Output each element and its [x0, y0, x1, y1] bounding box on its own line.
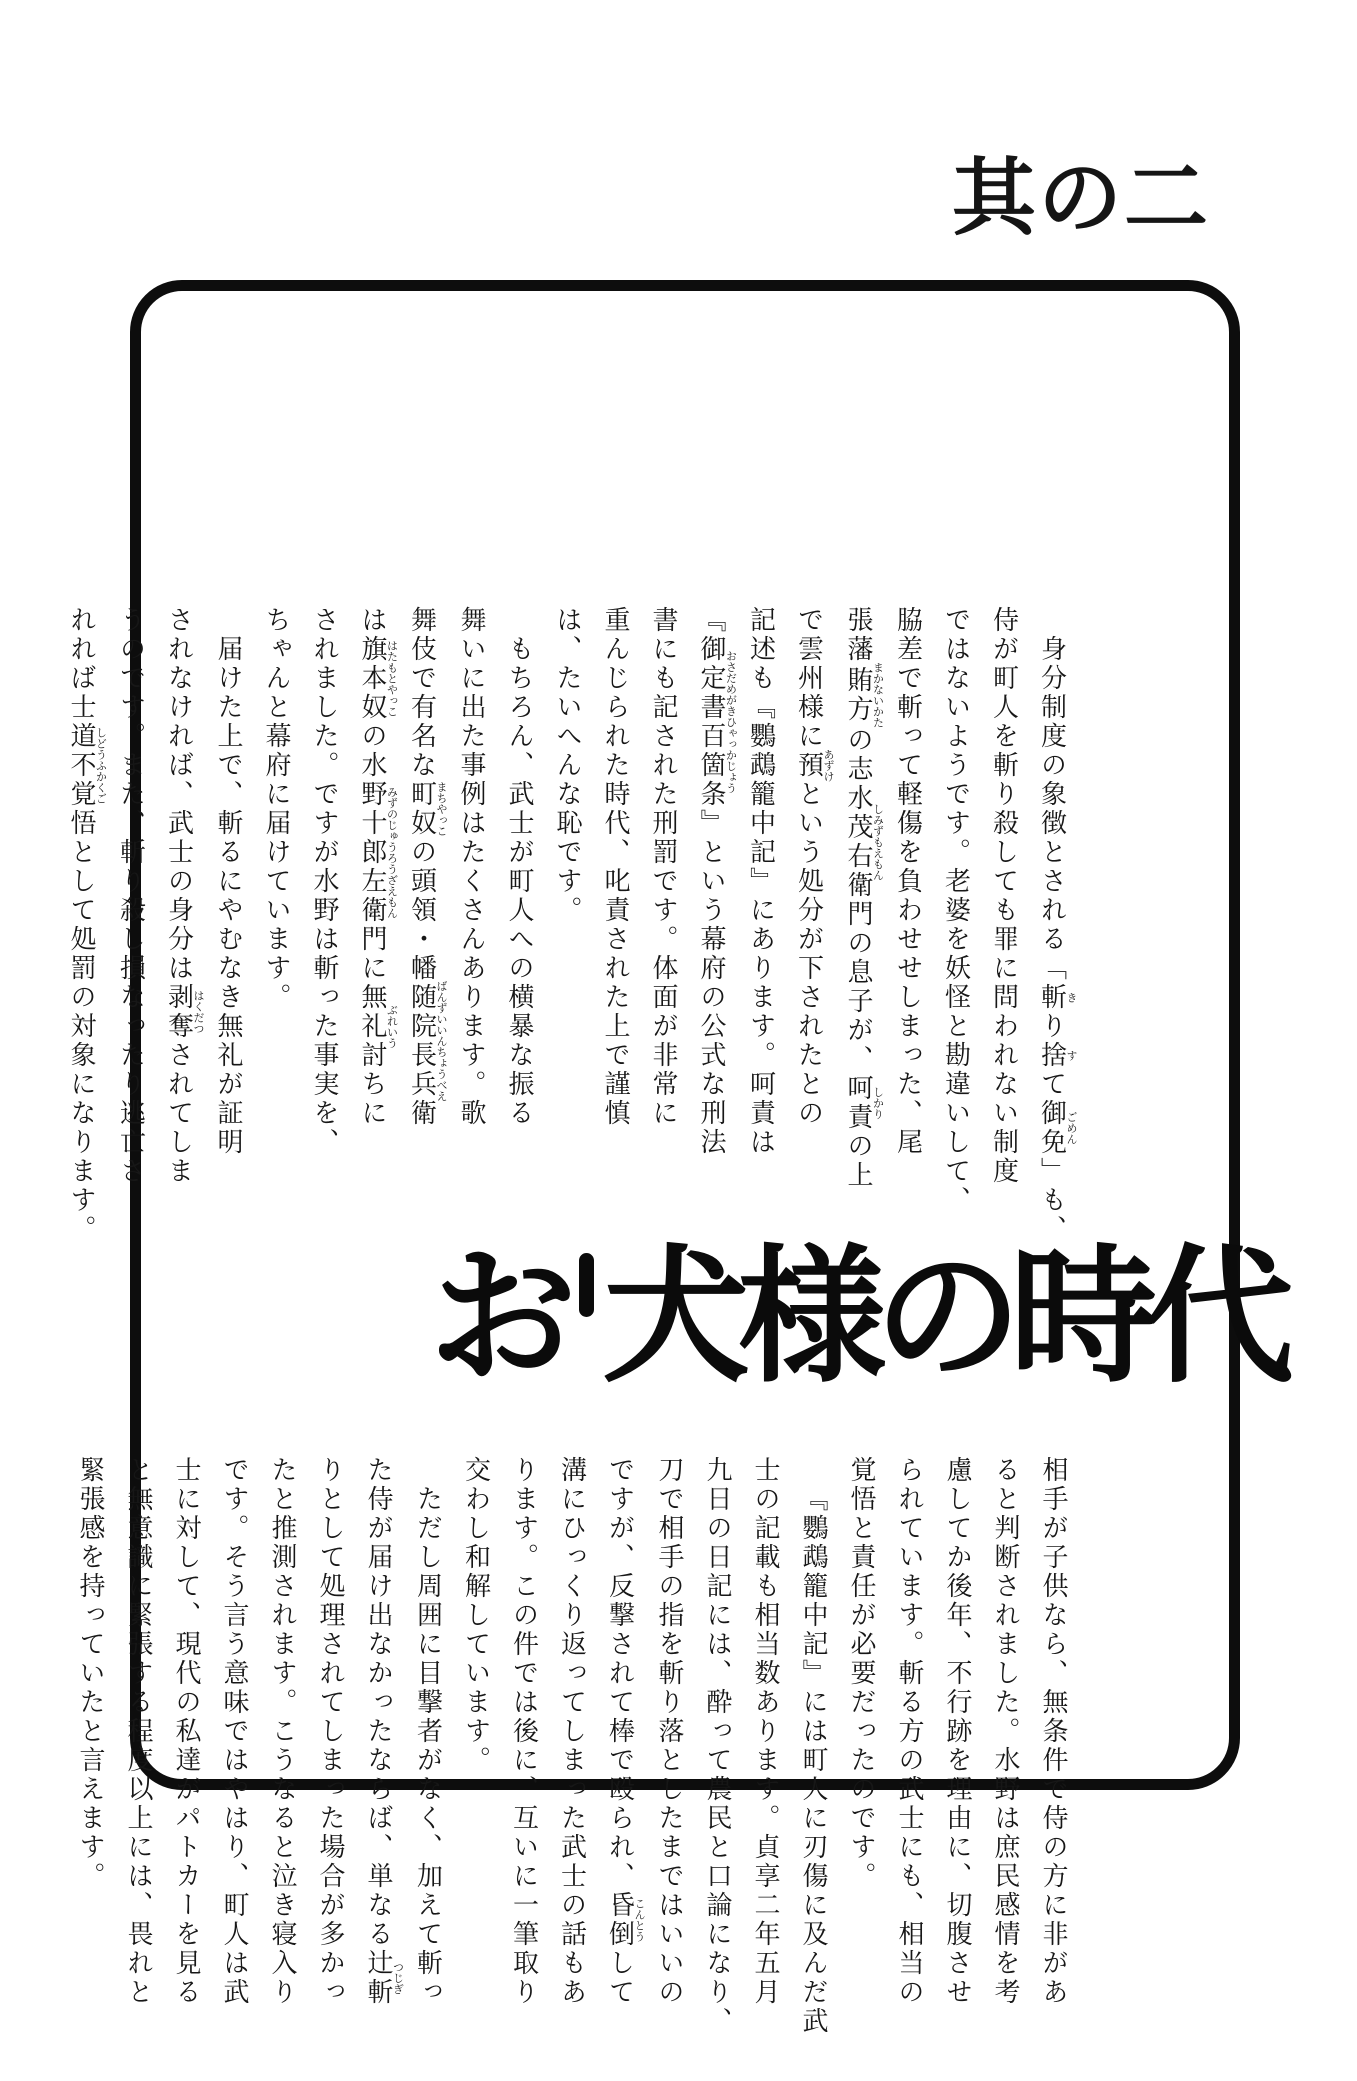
text-column: です。そう言う意味ではやはり、町人は武 — [220, 1456, 249, 2007]
text-column: ですが、反撃されて棒で殴られ、昏倒こんとうして — [605, 1456, 645, 2007]
text-column: 書にも記された刑罰です。体面が非常に — [649, 606, 678, 1128]
ruby-annotated-word: 昏倒こんとう — [605, 1891, 645, 1949]
text-column: 身分制度の象徴とされる「斬きり捨すて御免ごめん」も、 — [1037, 635, 1077, 1244]
text-column: うのです。また、斬り殺し損なったり逃亡さ — [116, 606, 146, 1186]
text-column: 届けた上で、斬るにやむなき無礼が証明 — [214, 635, 243, 1157]
ruby-annotated-word: 剥奪はくだつ — [164, 983, 204, 1041]
ruby-annotated-word: 御免ごめん — [1037, 1099, 1077, 1157]
text-column: されました。ですが水野は斬った事実を、 — [310, 606, 339, 1157]
text-column: 記述も『鸚鵡籠中記』にあります。呵責は — [746, 606, 776, 1157]
text-column: 『鸚鵡籠中記』には町人に刃傷に及んだ武 — [799, 1485, 828, 2036]
text-column: もちろん、武士が町人への横暴な振る — [505, 635, 534, 1128]
ruby-annotated-word: 捨す — [1037, 1041, 1077, 1070]
text-column: 張藩賄方まかないかたの志水茂右衛門しみずもえもんの息子が、呵責しかりの上 — [844, 606, 884, 1190]
text-column: されなければ、武士の身分は剥奪はくだつされてしま — [164, 606, 204, 1186]
text-column: 溝にひっくり返ってしまった武士の話もあ — [557, 1456, 587, 2007]
text-column: は、たいへんな恥です。 — [553, 606, 582, 925]
ruby-annotated-word: 賄方まかないかた — [844, 662, 884, 728]
ruby-annotated-word: 呵責しかり — [844, 1074, 884, 1132]
text-column: 舞伎で有名な町奴まちやっこの頭領・幡随院長兵衛ばんずいいんちょうべえ — [407, 606, 447, 1128]
text-column: 侍が町人を斬り殺しても罪に問われない制度 — [989, 606, 1019, 1186]
text-column: 士の記載も相当数あります。貞享二年五月 — [751, 1456, 780, 2007]
page-title: 其の二 — [951, 153, 1210, 246]
ruby-annotated-word: 町奴まちやっこ — [407, 780, 447, 838]
ruby-annotated-word: 斬き — [1037, 983, 1077, 1012]
text-column: 緊張感を持っていたと言えます。 — [76, 1456, 105, 1891]
text-column: 刀で相手の指を斬り落としたまではいいの — [655, 1456, 684, 2007]
text-column: 脇差で斬って軽傷を負わせせしまった、尾 — [893, 606, 923, 1157]
text-column: られています。斬る方の武士にも、相当の — [895, 1456, 924, 2007]
ruby-annotated-word: 御定書百箇条おさだめがきひゃっかじょう — [697, 635, 737, 809]
top-text-block — [57, 606, 1077, 1266]
headline-text-rest: 犬様の時代 — [602, 1235, 1282, 1400]
text-column: 相手が子供なら、無条件で侍の方に非があ — [1039, 1456, 1068, 2007]
text-column: 九日の日記には、酔って農民と口論になり、 — [703, 1456, 732, 2036]
headline-vertical-stroke — [579, 1253, 594, 1317]
ruby-annotated-word: 水野十郎左衛門みずのじゅうろうざえもん — [358, 751, 398, 954]
text-column: は旗本奴はたもとやっこの水野十郎左衛門みずのじゅうろうざえもんに無礼討ぶれいうちに — [358, 606, 398, 1128]
text-column: れれば士道不覚悟しどうふかくごとして処罰の対象になります。 — [67, 606, 107, 1244]
text-column: りとして処理されてしまった場合が多かっ — [316, 1456, 345, 2007]
text-column: ると判断されました。水野は庶民感情を考 — [991, 1456, 1020, 2007]
ruby-annotated-word: 辻斬つじぎ — [364, 1949, 404, 2007]
text-column: ではないようです。老婆を妖怪と勘違いして、 — [941, 606, 971, 1215]
ruby-annotated-word: 旗本奴はたもとやっこ — [358, 635, 398, 722]
text-column: 舞いに出た事例はたくさんあります。歌 — [457, 606, 486, 1128]
text-column: ただし周囲に目撃者がなく、加えて斬っ — [413, 1485, 443, 2007]
text-column: 交わし和解しています。 — [461, 1456, 491, 1775]
text-column: と無意識に緊張する程度以上には、畏れと — [124, 1456, 153, 2007]
ruby-annotated-word: 無礼討ぶれいう — [358, 983, 398, 1070]
bottom-text-block — [66, 1456, 1077, 2081]
ruby-annotated-word: 幡随院長兵衛ばんずいいんちょうべえ — [407, 954, 447, 1128]
text-column: た侍が届け出なかったならば、単なる辻斬つじぎ — [364, 1456, 404, 2007]
ruby-annotated-word: 士道不覚悟しどうふかくご — [67, 693, 107, 838]
text-column: 重んじられた時代、叱責された上で謹慎 — [601, 606, 630, 1128]
text-column: 慮してか後年、不行跡を理由に、切腹させ — [943, 1456, 972, 2007]
text-column: ります。この件では後に、互いに一筆取り — [509, 1456, 539, 2007]
headline — [429, 1235, 1282, 1403]
text-column: 『御定書百箇条おさだめがきひゃっかじょう』という幕府の公式な刑法 — [697, 606, 737, 1157]
text-column: で雲州様に預あずけという処分が下されたとの — [794, 606, 834, 1128]
ruby-annotated-word: 預あずけ — [794, 749, 834, 782]
content-box — [67, 280, 1282, 2036]
text-column: ちゃんと幕府に届けています。 — [262, 606, 291, 1012]
text-column: たと推測されます。こうなると泣き寝入り — [268, 1456, 297, 2007]
headline-text-lead: お — [429, 1235, 565, 1400]
ruby-annotated-word: 志水茂右衛門しみずもえもん — [844, 755, 884, 929]
text-column: 覚悟と責任が必要だったのです。 — [847, 1456, 876, 1891]
text-column: 士に対して、現代の私達がパトカーを見る — [172, 1456, 201, 2007]
